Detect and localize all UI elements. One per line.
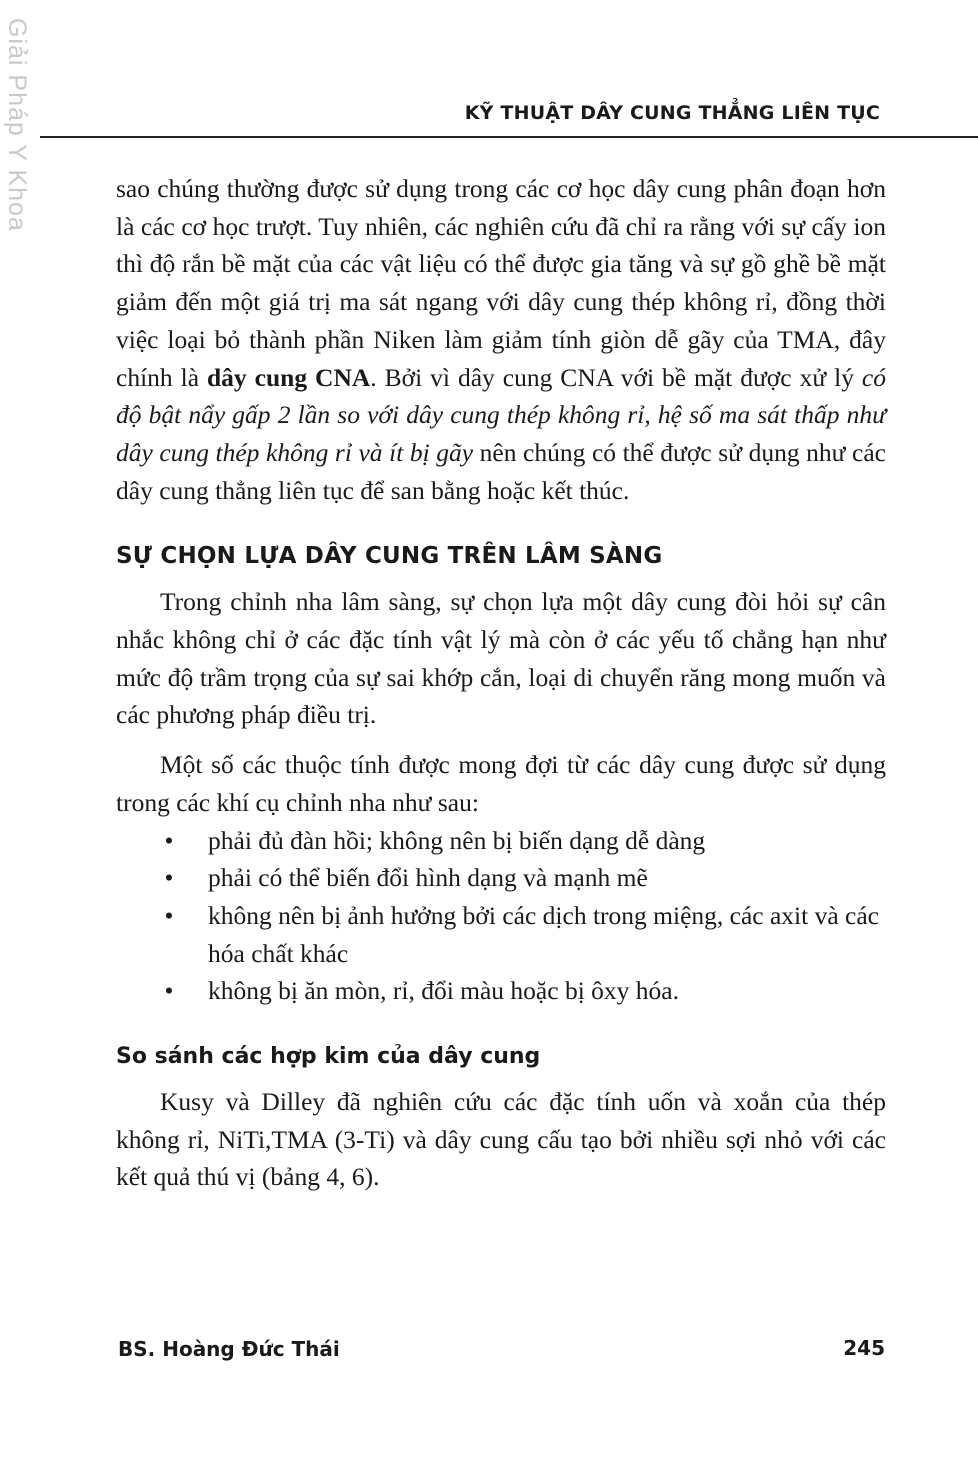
intro-bold-term: dây cung CNA — [207, 362, 371, 392]
bullet-icon: • — [164, 976, 174, 1006]
bullet-icon: • — [164, 900, 174, 930]
intro-text-3: nên chúng có thể được sử dụng như các dây cung thẳng liên tục để san bằng hoặc kết thúc. — [116, 437, 886, 505]
section-paragraph-2: Một số các thuộc tính được mong đợi từ các dây cung được sử dụng trong các khí cụ chỉnh nha như sau: — [116, 750, 886, 817]
list-item — [116, 822, 886, 860]
intro-text-2: . Bởi vì dây cung CNA với bề mặt được xử lý — [370, 362, 862, 392]
running-header: KỸ THUẬT DÂY CUNG THẲNG LIÊN TỤC — [464, 102, 880, 124]
paragraph-gap — [116, 734, 886, 746]
intro-italic-text: có độ bật nẩy gấp 2 lần so với dây cung thép không rỉ, hệ số ma sát thấp như dây cung thép không rỉ và ít bị gãy — [116, 362, 886, 467]
subsection-heading: So sánh các hợp kim của dây cung — [116, 1044, 541, 1070]
footer-author: BS. Hoàng Đức Thái — [118, 1337, 340, 1361]
intro-paragraph — [116, 170, 886, 509]
intro-text-1: sao chúng thường được sử dụng trong các cơ học dây cung phân đoạn hơn là các cơ học trượt. Tuy nhiên, các nghiên cứu đã chỉ ra rằng với sự cấy ion thì độ rắn bề mặt của các vật liệu có thể được gia tăng và sự gồ ghề bề mặt giảm đến một giá trị ma sát ngang với dây cung thép không rỉ, đồng thời việc loại bỏ thành phần Niken làm giảm tính giòn dễ gãy của TMA, đây chính là — [116, 174, 886, 392]
list-item — [116, 897, 886, 972]
list-item-text: phải đủ đàn hồi; không nên bị biến dạng dễ dàng — [208, 825, 706, 855]
section-paragraph-1: Trong chỉnh nha lâm sàng, sự chọn lựa một dây cung đòi hỏi sự cân nhắc không chỉ ở các đặc tính vật lý mà còn ở các yếu tố chẳng hạn như mức độ trầm trọng của sự sai khớp cắn, loại di chuyển răng mong muốn và các phương pháp điều trị. — [116, 587, 886, 730]
bullet-icon: • — [164, 825, 174, 855]
page-number: 245 — [843, 1336, 885, 1360]
list-item-text: phải có thể biến đổi hình dạng và mạnh mẽ — [208, 863, 648, 893]
bullet-icon: • — [164, 863, 174, 893]
list-item-text: không bị ăn mòn, rỉ, đổi màu hoặc bị ôxy hóa. — [208, 976, 679, 1006]
section-heading: SỰ CHỌN LỰA DÂY CUNG TRÊN LÂM SÀNG — [116, 543, 663, 570]
list-item — [116, 972, 886, 1010]
list-item-text: không nên bị ảnh hưởng bởi các dịch trong miệng, các axit và các hóa chất khác — [208, 900, 879, 968]
watermark-text: Giải Pháp Y Khoa — [3, 18, 31, 232]
list-item — [116, 859, 886, 897]
subsection-paragraph: Kusy và Dilley đã nghiên cứu các đặc tính uốn và xoắn của thép không rỉ, NiTi,TMA (3-Ti) và dây cung cấu tạo bởi nhiều sợi nhỏ với các kết quả thú vị (bảng 4, 6). — [116, 1087, 886, 1192]
page-body — [116, 170, 886, 1196]
header-rule — [40, 136, 978, 138]
property-list — [116, 822, 886, 1011]
